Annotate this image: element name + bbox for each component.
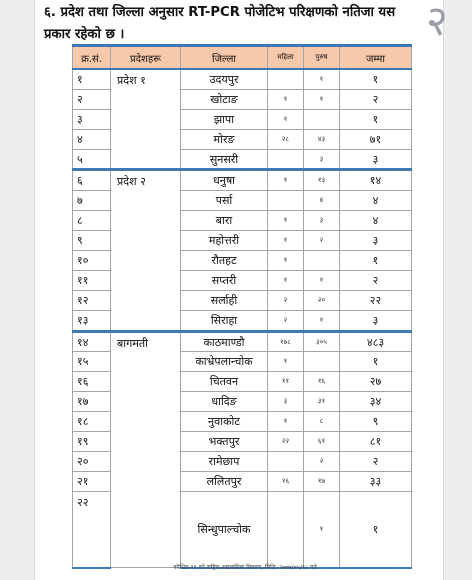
cell-district: सुनसरी — [181, 149, 268, 170]
table-header-row — [73, 46, 412, 70]
cell-district: भक्तपुर — [181, 432, 268, 452]
cell-serial: ७ — [73, 191, 111, 211]
cell-district: सिराहा — [181, 310, 268, 331]
cell-female: १ — [268, 89, 304, 109]
cell-male: २० — [304, 290, 340, 310]
cell-serial: १८ — [73, 412, 111, 432]
cell-female: १ — [268, 270, 304, 290]
cell-male: ८ — [304, 412, 340, 432]
cell-district: ललितपुर — [181, 471, 268, 491]
cell-district: सिन्धुपाल्चोक — [181, 491, 268, 568]
cell-district: धादिङ — [181, 392, 268, 412]
table-row — [73, 69, 412, 89]
cell-male: ४३ — [304, 129, 340, 149]
cell-district: सर्लाही — [181, 290, 268, 310]
cell-serial: २२ — [73, 491, 111, 568]
cell-male: ३१ — [304, 392, 340, 412]
cell-total: २२ — [340, 290, 412, 310]
table-row — [73, 170, 412, 191]
cell-male: १ — [304, 310, 340, 331]
cell-female — [268, 149, 304, 170]
cell-district: धनुषा — [181, 170, 268, 191]
cell-male — [304, 109, 340, 129]
cell-serial: २ — [73, 89, 111, 109]
cell-total: १ — [340, 109, 412, 129]
cell-district: महोत्तरी — [181, 231, 268, 251]
cell-serial: १५ — [73, 352, 111, 372]
cell-male: १ — [304, 270, 340, 290]
cell-serial: २१ — [73, 471, 111, 491]
cell-serial: १ — [73, 69, 111, 89]
cell-serial: १० — [73, 251, 111, 271]
header-serial: क्र.सं. — [73, 46, 111, 70]
cell-serial: १७ — [73, 392, 111, 412]
header-female: महिला — [268, 46, 304, 70]
cell-total: ४८३ — [340, 331, 412, 352]
cell-district: रामेछाप — [181, 451, 268, 471]
cell-female: २ — [268, 290, 304, 310]
cell-total: ४ — [340, 211, 412, 231]
cell-district: खोटाङ — [181, 89, 268, 109]
cell-female: १ — [268, 412, 304, 432]
header-province: प्रदेशहरू — [111, 46, 181, 70]
cell-district: पर्सा — [181, 191, 268, 211]
cell-province: प्रदेश २ — [111, 170, 181, 331]
cell-total: ३ — [340, 310, 412, 331]
cell-total: ७१ — [340, 129, 412, 149]
cell-male: ४ — [304, 191, 340, 211]
heading-line-1: ६. प्रदेश तथा जिल्ला अनुसार RT-PCR पोजेटिभ परिक्षणको नतिजा यस — [44, 5, 396, 20]
table-row — [73, 331, 412, 352]
header-total: जम्मा — [340, 46, 412, 70]
cell-female: १ — [268, 170, 304, 191]
cell-district: चितवन — [181, 372, 268, 392]
cell-district: बारा — [181, 211, 268, 231]
cell-province: प्रदेश १ — [111, 69, 181, 170]
cell-female: १६ — [268, 471, 304, 491]
cell-serial: १२ — [73, 290, 111, 310]
cell-female: १ — [268, 109, 304, 129]
cell-district: काभ्रेपलान्चोक — [181, 352, 268, 372]
cell-total: ४ — [340, 191, 412, 211]
cell-total: २७ — [340, 372, 412, 392]
cell-total: १ — [340, 251, 412, 271]
cell-female: ३ — [268, 392, 304, 412]
cell-serial: १९ — [73, 432, 111, 452]
cell-male: १६ — [304, 372, 340, 392]
cell-female — [268, 451, 304, 471]
cell-male: २ — [304, 231, 340, 251]
cell-male: १ — [304, 89, 340, 109]
cell-serial: १३ — [73, 310, 111, 331]
cell-male: ३०५ — [304, 331, 340, 352]
cell-female: १ — [268, 352, 304, 372]
section-heading — [44, 2, 416, 46]
cell-total: ३३ — [340, 471, 412, 491]
district-results-table — [72, 44, 412, 569]
cell-female: १ — [268, 211, 304, 231]
cell-serial: ४ — [73, 129, 111, 149]
cell-female — [268, 191, 304, 211]
cell-serial: ९ — [73, 231, 111, 251]
cell-total: ३ — [340, 149, 412, 170]
cell-male — [304, 251, 340, 271]
cell-province: बागमती — [111, 331, 181, 568]
cell-district: मोरङ — [181, 129, 268, 149]
cell-total: २ — [340, 451, 412, 471]
cell-female — [268, 69, 304, 89]
header-district: जिल्ला — [181, 46, 268, 70]
cell-female: १ — [268, 251, 304, 271]
cell-female: २२ — [268, 432, 304, 452]
cell-male: १ — [304, 491, 340, 568]
header-male: पुरुष — [304, 46, 340, 70]
cell-male: ३ — [304, 211, 340, 231]
cell-district: झापा — [181, 109, 268, 129]
cell-total: १ — [340, 69, 412, 89]
cell-serial: ८ — [73, 211, 111, 231]
cell-total: २ — [340, 270, 412, 290]
cell-serial: ३ — [73, 109, 111, 129]
page-number: २ — [426, 0, 448, 45]
cell-female: २८ — [268, 129, 304, 149]
cell-male: २ — [304, 451, 340, 471]
cell-serial: २० — [73, 451, 111, 471]
cell-total: २ — [340, 89, 412, 109]
cell-total: ९ — [340, 412, 412, 432]
cell-female — [268, 491, 304, 568]
cell-total: ८१ — [340, 432, 412, 452]
cell-total: ३४ — [340, 392, 412, 412]
cell-total: १४ — [340, 170, 412, 191]
cell-male — [304, 352, 340, 372]
cell-male: १७ — [304, 471, 340, 491]
cell-total: १ — [340, 491, 412, 568]
cell-serial: १४ — [73, 331, 111, 352]
cell-district: रौतहट — [181, 251, 268, 271]
page-footer: कोभिड-१९ को राष्ट्रिय अद्यावधिक विवरण, मिति: २०७७/०५/१८ गते — [173, 564, 317, 571]
cell-total: ३ — [340, 231, 412, 251]
heading-line-2: प्रकार रहेको छ । — [44, 27, 125, 42]
cell-district: उदयपुर — [181, 69, 268, 89]
cell-district: नुवाकोट — [181, 412, 268, 432]
cell-serial: ११ — [73, 270, 111, 290]
cell-female: १ — [268, 231, 304, 251]
cell-male: ३ — [304, 149, 340, 170]
cell-female: १७८ — [268, 331, 304, 352]
cell-male: १३ — [304, 170, 340, 191]
cell-male: ६१ — [304, 432, 340, 452]
cell-serial: १६ — [73, 372, 111, 392]
cell-district: काठमाण्डौ — [181, 331, 268, 352]
cell-female: ११ — [268, 372, 304, 392]
cell-male: १ — [304, 69, 340, 89]
cell-serial: ६ — [73, 170, 111, 191]
cell-district: सप्तरी — [181, 270, 268, 290]
cell-serial: ५ — [73, 149, 111, 170]
cell-female: २ — [268, 310, 304, 331]
cell-total: १ — [340, 352, 412, 372]
